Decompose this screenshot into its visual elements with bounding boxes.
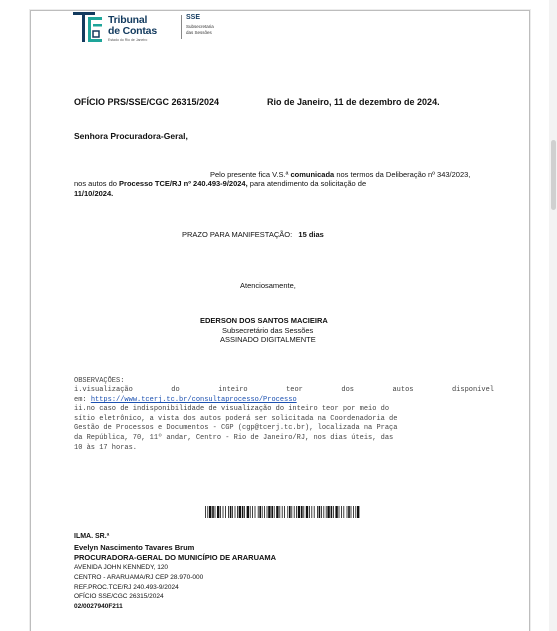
body-emphasis: comunicada <box>290 170 335 179</box>
observation-ii-line-1: ii.no caso de indisponibilidade de visualização do inteiro teor por meio do <box>74 405 390 413</box>
barcode-bar <box>244 506 245 518</box>
consulta-processo-link[interactable]: https://www.tcerj.tc.br/consultaprocesso/Processo <box>90 396 297 404</box>
address-city: CENTRO - ARARUAMA/RJ CEP 28.970-000 <box>74 574 204 581</box>
address-street: AVENIDA JOHN KENNEDY, 120 <box>74 564 169 571</box>
body-text: nos termos da Deliberação nº 343/2023, <box>334 170 471 179</box>
barcode-bar <box>228 506 229 518</box>
barcode-bar <box>339 506 340 518</box>
observation-i-line-1 <box>74 386 494 394</box>
barcode-bar <box>255 506 256 518</box>
document-date: Rio de Janeiro, 11 de dezembro de 2024. <box>267 97 440 107</box>
barcode-bar <box>333 506 334 518</box>
signer-name: EDERSON DOS SANTOS MACIEIRA <box>200 316 328 325</box>
logo-unit-line-1: Subsecretaria <box>186 24 214 29</box>
barcode-bar <box>279 506 280 518</box>
barcode-bar <box>250 506 251 518</box>
barcode-bar <box>327 506 329 518</box>
barcode-bar <box>230 506 232 518</box>
barcode-bar <box>341 506 342 518</box>
observation-ii-line-3: Gestão de Processos e Documentos - CGP (cgp@tcerj.tc.br), localizada na Praça <box>74 424 398 432</box>
barcode-bar <box>262 506 263 518</box>
barcode-bar <box>311 506 312 518</box>
barcode-bar <box>242 506 244 518</box>
body-line-2 <box>74 179 466 188</box>
barcode-bar <box>326 506 327 518</box>
obs-word: do <box>171 386 180 394</box>
deadline-label: PRAZO PARA MANIFESTAÇÃO: <box>182 230 293 239</box>
barcode-bar <box>225 506 226 518</box>
barcode-bar <box>284 506 285 518</box>
barcode-bar <box>259 506 261 518</box>
barcode-bar <box>301 506 303 518</box>
barcode-bar <box>319 506 321 518</box>
logo-separator <box>181 15 182 39</box>
obs-word: inteiro <box>218 386 248 394</box>
tce-logo-mark-icon <box>73 12 107 44</box>
barcode-bar <box>223 506 224 518</box>
barcode-bar <box>252 506 253 518</box>
logo-unit: SSE <box>186 14 201 21</box>
barcode-bar <box>274 506 275 518</box>
observation-ii-line-5: 10 às 17 horas. <box>74 444 138 452</box>
barcode-bar <box>309 506 310 518</box>
barcode-bar <box>291 506 292 518</box>
oficio-number: OFÍCIO PRS/SSE/CGC 26315/2024 <box>74 97 220 107</box>
barcode-bar <box>276 506 278 518</box>
body-text: para atendimento da solicitação de <box>247 179 367 188</box>
barcode-bar <box>348 506 350 518</box>
observation-i-line-2 <box>74 396 297 404</box>
barcode-bar <box>209 506 211 518</box>
barcode-bar <box>247 506 249 518</box>
obs-word: disponível <box>451 386 494 394</box>
observation-ii-line-2: sítio eletrônico, a vista dos autos poderá ser solicitada na Coordenadoria de <box>74 415 398 423</box>
salutation: Senhora Procuradora-Geral, <box>74 131 188 141</box>
barcode-bar <box>347 506 348 518</box>
barcode-bar <box>235 506 236 518</box>
barcode-bar <box>220 506 221 518</box>
body-line-1 <box>210 170 470 179</box>
obs-word: teor <box>286 386 303 394</box>
observations-title: OBSERVAÇÕES: <box>74 377 125 385</box>
barcode-bar <box>282 506 283 518</box>
barcode-bar <box>298 506 300 518</box>
barcode-bar <box>258 506 259 518</box>
obs-word: dos <box>341 386 354 394</box>
barcode-bar <box>317 506 318 518</box>
addressee-organization: PROCURADORA-GERAL DO MUNICÍPIO DE ARARUAMA <box>74 553 277 562</box>
barcode-bar <box>267 506 268 518</box>
barcode-bar <box>321 506 322 518</box>
barcode-bar <box>303 506 304 518</box>
address-process-ref: REF.PROC.TCE/RJ 240.493-9/2024 <box>74 584 179 591</box>
barcode-bar <box>289 506 291 518</box>
digital-signature-note: ASSINADO DIGITALMENTE <box>220 335 316 344</box>
barcode-bar <box>212 506 214 518</box>
body-text: nos autos do <box>74 179 120 188</box>
barcode-bar <box>232 506 233 518</box>
logo-line-3: Estado do Rio de Janeiro <box>108 38 148 42</box>
barcode-bar <box>331 506 333 518</box>
obs-text: em: <box>74 396 91 404</box>
address-honorific: ILMA. SR.ª <box>74 533 110 540</box>
barcode-bar <box>351 506 352 518</box>
barcode-bar <box>355 506 356 518</box>
barcode-bar <box>343 506 344 518</box>
barcode-bar <box>335 506 337 518</box>
logo-unit-line-2: das Sessões <box>186 30 212 35</box>
barcode-bar <box>217 506 219 518</box>
barcode-bar <box>296 506 297 518</box>
barcode-bar <box>268 506 270 518</box>
tce-logo <box>73 12 233 44</box>
vertical-scrollbar[interactable] <box>549 0 557 631</box>
barcode-bar <box>215 506 216 518</box>
address-oficio-ref: OFÍCIO SSE/CGC 26315/2024 <box>74 593 164 600</box>
document-header <box>74 97 440 107</box>
barcode-icon <box>205 506 360 518</box>
signer-role: Subsecretário das Sessões <box>222 326 314 335</box>
barcode-bar <box>205 506 206 518</box>
scrollbar-thumb[interactable] <box>551 140 556 210</box>
process-number: Processo TCE/RJ nº 240.493-9/2024, <box>119 179 248 188</box>
barcode-bar <box>239 506 241 518</box>
barcode-bar <box>237 506 238 518</box>
barcode-bar <box>207 506 208 518</box>
barcode-bar <box>353 506 354 518</box>
obs-word: autos <box>392 386 414 394</box>
logo-line-1: Tribunal <box>108 14 148 26</box>
barcode-bar <box>323 506 324 518</box>
deadline-value: 15 dias <box>298 230 324 239</box>
barcode-bar <box>314 506 315 518</box>
logo-line-2: de Contas <box>108 25 157 37</box>
addressee-name: Evelyn Nascimento Tavares Brum <box>74 543 195 552</box>
observation-ii-line-4: da República, 70, 11º andar, Centro - Rio de Janeiro/RJ, nos dias úteis, das <box>74 434 394 442</box>
tracking-code: 02/0027940F211 <box>74 603 123 610</box>
closing: Atenciosamente, <box>240 281 296 290</box>
barcode-bar <box>271 506 273 518</box>
barcode-bar <box>287 506 288 518</box>
obs-word: i.visualização <box>74 386 133 394</box>
request-date: 11/10/2024. <box>74 189 114 198</box>
barcode-bar <box>306 506 308 518</box>
barcode-bar <box>264 506 265 518</box>
barcode-bar <box>294 506 295 518</box>
body-text: Pelo presente fica V.S.ª <box>210 170 291 179</box>
barcode-bar <box>357 506 359 518</box>
deadline-line <box>182 230 324 239</box>
